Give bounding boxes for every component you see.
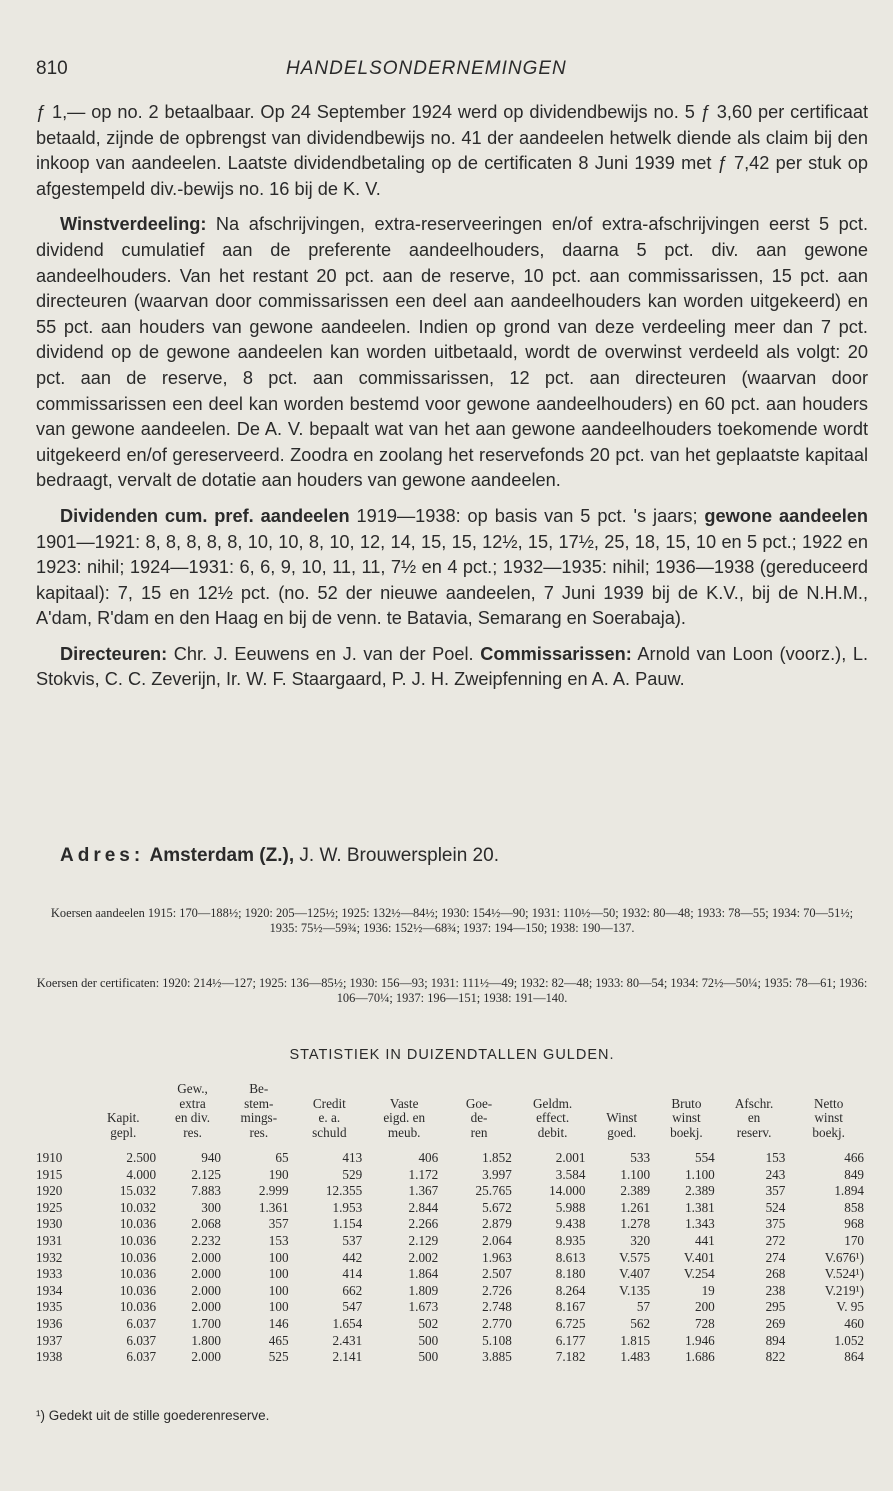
table-cell: 6.037 <box>126 1332 157 1348</box>
table-cell: 2.232 <box>191 1232 221 1248</box>
table-cell: 2.000 <box>191 1266 221 1282</box>
table-cell: 1.172 <box>408 1166 439 1182</box>
table-cell: 537 <box>342 1232 363 1248</box>
table-header-cell: Kapit. gepl. <box>106 1110 140 1140</box>
dividenden-text-1: 1919—1938: op basis van 5 pct. 's jaars; <box>349 505 705 526</box>
table-cell: 3.885 <box>482 1349 512 1365</box>
table-cell: 7.883 <box>191 1183 221 1199</box>
dividenden-text-2: 1901—1921: 8, 8, 8, 8, 8, 10, 10, 8, 10, 12, 14, 15, 15, 12½, 15, 17½, 25, 18, 15, 10 en 5 pct.; 1922 en 1923: nihil; 1924—1931: 6, 6, 9, 10, 11, 11, 7½ en 4 pct.; 1932—1935: nihil; 1936—1938 (gereduceerd kapitaal): 7, 15 en 12½ pct. (no. 52 der nieuwe aandeelen, 7 Juni 1939 bij de K.V., bij de N.H.M., A'dam, R'dam en den Haag en bij de venn. te Batavia, Semarang en Soerabaja). <box>36 531 868 629</box>
row-year: 1935 <box>36 1299 63 1315</box>
table-cell: 10.036 <box>119 1266 157 1282</box>
table-cell: 1.809 <box>408 1282 439 1298</box>
table-cell: 6.037 <box>126 1349 157 1365</box>
table-cell: 940 <box>201 1150 221 1165</box>
table-header-cell: Netto winst boekj. <box>812 1095 845 1140</box>
table-row <box>36 1316 868 1333</box>
table-cell: 295 <box>765 1299 786 1315</box>
table-cell: 822 <box>765 1349 786 1365</box>
table-cell: 5.672 <box>482 1199 512 1215</box>
table-cell: 12.355 <box>325 1183 363 1199</box>
table-cell: 6.725 <box>555 1315 586 1331</box>
table-cell: 274 <box>765 1249 786 1265</box>
commissarissen-label: Commissarissen: <box>480 643 632 664</box>
statistics-title: STATISTIEK IN DUIZENDTALLEN GULDEN. <box>289 1047 615 1063</box>
table-cell: 2.141 <box>332 1349 363 1365</box>
table-cell: 1.686 <box>685 1349 715 1365</box>
table-cell: 1.852 <box>482 1150 512 1165</box>
table-cell: 2.431 <box>332 1332 363 1348</box>
table-cell: 2.389 <box>685 1183 715 1199</box>
winstverdeeling-text: Na afschrijvingen, extra-reserveeringen en/of extra-afschrijvingen eerst 5 pct. dividend cumulatief aan de preferente aandeelhouders, daarna 5 pct. div. aan gewone aandeelhouders. Van het restant 20 pct. aan de reserve, 10 pct. aan commissarissen, 15 pct. aan directeuren (waarvan door commissarissen een deel aan aandeelhouders kan worden uitgekeerd) en 55 pct. aan houders van gewone aandeelen. Indien op grond van deze verdeeling meer dan 7 pct. dividend op de gewone aandeelen kan worden uitbetaald, wordt de overwinst verdeeld als volgt: 20 pct. aan de reserve, 8 pct. aan commissarissen, 12 pct. aan directeuren (waarvan door commissarissen een deel kan worden bestemd voor gewone aandeelhouders) en 60 pct. aan houders van gewone aandeelen. De A. V. bepaalt wat van het aan gewone aandeelhouders toekomende wordt uitgekeerd en/of gereserveerd. Zoodra en zoolang het reservefonds 20 pct. van het geplaatste kapitaal bedraagt, vervalt de dotatie aan houders van gewone aandeelen. <box>36 214 868 491</box>
table-row <box>36 1266 868 1283</box>
table-cell: 10.036 <box>119 1299 157 1315</box>
table-cell: 10.036 <box>119 1232 157 1248</box>
table-cell: 7.182 <box>555 1349 586 1365</box>
table-cell: 10.036 <box>119 1249 157 1265</box>
body-text <box>36 100 868 693</box>
table-header-cell: Gew., extra en div. res. <box>175 1081 211 1140</box>
table-header-cell: Vaste eigd. en meub. <box>383 1095 426 1140</box>
table-cell: 3.584 <box>555 1166 586 1182</box>
table-cell: V.254 <box>683 1266 715 1282</box>
table-cell: 2.068 <box>191 1216 221 1232</box>
table-cell: 8.167 <box>555 1299 586 1315</box>
table-cell: 200 <box>694 1299 715 1315</box>
table-cell: 1.361 <box>258 1199 289 1215</box>
table-header-cell: Geldm. effect. debit. <box>533 1095 573 1140</box>
table-cell: V.135 <box>619 1282 651 1298</box>
dividenden-label: Dividenden cum. pref. aandeelen <box>60 505 350 526</box>
table-row <box>36 1183 868 1200</box>
table-row <box>36 1283 868 1300</box>
table-cell: 1.278 <box>620 1216 651 1232</box>
table-cell: 15.032 <box>119 1183 157 1199</box>
table-cell: V.219¹) <box>824 1282 864 1298</box>
table-cell: 10.036 <box>119 1282 157 1298</box>
table-cell: 968 <box>844 1216 864 1232</box>
table-cell: 8.935 <box>555 1232 586 1248</box>
table-cell: 525 <box>268 1349 289 1365</box>
table-row <box>36 1167 868 1184</box>
paragraph-dividenden <box>36 504 868 632</box>
table-cell: 1.654 <box>332 1315 363 1331</box>
table-cell: 2.266 <box>408 1216 439 1232</box>
table-cell: 413 <box>342 1150 363 1165</box>
table-cell: 357 <box>268 1216 289 1232</box>
table-cell: 2.844 <box>408 1199 439 1215</box>
address-street: J. W. Brouwersplein 20. <box>294 845 499 866</box>
table-cell: 2.000 <box>191 1349 221 1365</box>
table-row <box>36 1150 868 1167</box>
table-cell: V.575 <box>619 1249 651 1265</box>
paragraph-dividend-history: ƒ 1,— op no. 2 betaalbaar. Op 24 September 1924 werd op dividendbewijs no. 5 ƒ 3,60 per certificaat betaald, zijnde de opbrengst van dividendbewijs no. 41 der aandeelen hetwelk diende als claim bij den inkoop van aandeelen. Laatste dividendbetaling op de certificaten 8 Juni 1939 met ƒ 7,42 per stuk op afgestempeld div.-bewijs no. 16 bij de K. V. <box>36 102 868 199</box>
table-cell: 894 <box>765 1332 786 1348</box>
table-cell: 662 <box>342 1282 363 1298</box>
table-cell: 2.770 <box>482 1315 512 1331</box>
table-cell: 8.264 <box>555 1282 586 1298</box>
table-cell: 238 <box>765 1282 786 1298</box>
table-row <box>36 1233 868 1250</box>
paragraph-directie <box>36 642 868 693</box>
table-cell: 554 <box>694 1150 715 1165</box>
table-cell: 6.177 <box>555 1332 586 1348</box>
table-cell: 1.963 <box>482 1249 512 1265</box>
table-cell: 1.953 <box>332 1199 363 1215</box>
table-cell: 2.500 <box>126 1150 157 1165</box>
table-cell: 414 <box>342 1266 363 1282</box>
table-cell: 9.438 <box>555 1216 586 1232</box>
table-cell: 1.815 <box>620 1332 651 1348</box>
address-city: Amsterdam (Z.), <box>149 845 295 866</box>
row-year: 1910 <box>36 1150 63 1165</box>
table-cell: V.401 <box>683 1249 715 1265</box>
table-cell: 2.000 <box>191 1249 221 1265</box>
table-cell: 357 <box>765 1183 786 1199</box>
table-cell: V.407 <box>619 1266 651 1282</box>
winstverdeeling-label: Winstverdeeling: <box>60 214 207 235</box>
table-cell: 1.100 <box>685 1166 715 1182</box>
table-cell: V.524¹) <box>824 1266 864 1282</box>
table-cell: 1.483 <box>620 1349 651 1365</box>
table-cell: 460 <box>844 1315 864 1331</box>
table-cell: 153 <box>765 1150 786 1165</box>
table-cell: 100 <box>268 1282 289 1298</box>
table-cell: 2.999 <box>258 1183 289 1199</box>
table-cell: 1.673 <box>408 1299 439 1315</box>
table-row <box>36 1250 868 1267</box>
table-cell: 100 <box>268 1249 289 1265</box>
table-header-cell <box>36 1082 87 1150</box>
table-cell: 2.726 <box>482 1282 512 1298</box>
table-header-cell: Bruto winst boekj. <box>670 1095 703 1140</box>
row-year: 1930 <box>36 1216 63 1232</box>
table-cell: 1.343 <box>685 1216 715 1232</box>
table-cell: 858 <box>844 1199 864 1215</box>
table-cell: 1.946 <box>685 1332 715 1348</box>
table-cell: 500 <box>418 1332 439 1348</box>
table-cell: 2.879 <box>482 1216 512 1232</box>
table-cell: 442 <box>342 1249 363 1265</box>
table-cell: 441 <box>694 1232 715 1248</box>
row-year: 1936 <box>36 1315 63 1331</box>
table-cell: 153 <box>268 1232 289 1248</box>
directeuren-label: Directeuren: <box>60 643 168 664</box>
table-cell: V.676¹) <box>824 1249 864 1265</box>
table-cell: 5.988 <box>555 1199 586 1215</box>
table-cell: 1.894 <box>834 1183 864 1199</box>
table-cell: 547 <box>342 1299 363 1315</box>
table-body <box>36 1150 868 1366</box>
table-cell: 65 <box>275 1150 289 1165</box>
table-cell: 190 <box>268 1166 289 1182</box>
row-year: 1933 <box>36 1266 63 1282</box>
table-footnote: ¹) Gedekt uit de stille goederenreserve. <box>36 1408 270 1423</box>
table-header-row <box>36 1082 868 1150</box>
table-cell: 728 <box>694 1315 715 1331</box>
table-cell: 14.000 <box>549 1183 586 1199</box>
table-cell: 268 <box>765 1266 786 1282</box>
table-cell: 8.613 <box>555 1249 586 1265</box>
table-cell: 2.000 <box>191 1282 221 1298</box>
table-cell: 375 <box>765 1216 786 1232</box>
table-cell: 100 <box>268 1299 289 1315</box>
table-cell: 5.108 <box>482 1332 512 1348</box>
address-label: Adres: <box>60 845 145 866</box>
address-line <box>60 845 499 867</box>
table-cell: 2.002 <box>408 1249 439 1265</box>
page-number: 810 <box>36 58 68 79</box>
table-header-cell: Afschr. en reserv. <box>734 1095 774 1140</box>
table-cell: 2.000 <box>191 1299 221 1315</box>
table-cell: 2.001 <box>555 1150 586 1165</box>
table-cell: 57 <box>636 1299 651 1315</box>
table-cell: 2.507 <box>482 1266 512 1282</box>
gewone-aandeelen-label: gewone aandeelen <box>704 505 868 526</box>
table-cell: 1.700 <box>191 1315 221 1331</box>
table-cell: 864 <box>844 1349 864 1365</box>
table-cell: 533 <box>630 1150 651 1165</box>
table-header-cell: Winst goed. <box>606 1110 638 1140</box>
row-year: 1915 <box>36 1166 63 1182</box>
table-cell: 243 <box>765 1166 786 1182</box>
table-cell: 562 <box>630 1315 651 1331</box>
koersen-aandeelen: Koersen aandeelen 1915: 170—188½; 1920: 205—125½; 1925: 132½—84½; 1930: 154½—90; 1931: 110½—50; 1932: 80—48; 1933: 78—55; 1934: 70—51½; 1935: 75½—59¾; 1936: 152½—68¾; 1937: 194—150; 1938: 190—137. <box>50 906 854 935</box>
row-year: 1920 <box>36 1183 63 1199</box>
table-row <box>36 1216 868 1233</box>
row-year: 1934 <box>36 1282 63 1298</box>
table-cell: 849 <box>844 1166 864 1182</box>
table-cell: 1.100 <box>620 1166 651 1182</box>
row-year: 1925 <box>36 1199 63 1215</box>
table-cell: V. 95 <box>836 1299 864 1315</box>
commissarissen-text: Arnold van Loon (voorz.), L. Stokvis, C. C. Zeverijn, Ir. W. F. Staargaard, P. J. H. Zweipfenning en A. A. Pauw. <box>36 643 868 690</box>
table-header-cell: Goe- de- ren <box>465 1095 493 1140</box>
table-cell: 2.389 <box>620 1183 651 1199</box>
table-row <box>36 1349 868 1366</box>
table-header-cell: Be- stem- mings- res. <box>240 1081 278 1140</box>
table-cell: 10.032 <box>119 1199 157 1215</box>
table-cell: 529 <box>342 1166 363 1182</box>
table-cell: 406 <box>418 1150 439 1165</box>
table-cell: 1.864 <box>408 1266 439 1282</box>
table-row <box>36 1299 868 1316</box>
table-cell: 1.381 <box>685 1199 715 1215</box>
table-cell: 19 <box>701 1282 715 1298</box>
table-cell: 500 <box>418 1349 439 1365</box>
table-cell: 320 <box>630 1232 651 1248</box>
table-cell: 1.261 <box>620 1199 651 1215</box>
table-cell: 2.748 <box>482 1299 512 1315</box>
paragraph-winstverdeeling <box>36 212 868 494</box>
table-header-cell: Credit e. a. schuld <box>312 1095 347 1140</box>
table-cell: 2.129 <box>408 1232 439 1248</box>
table-cell: 2.064 <box>482 1232 512 1248</box>
row-year: 1938 <box>36 1349 63 1365</box>
koersen-certificaten: Koersen der certificaten: 1920: 214½—127; 1925: 136—85½; 1930: 156—93; 1931: 111½—49; 1932: 82—48; 1933: 80—54; 1934: 72½—50¼; 1935: 78—61; 1936: 106—70¼; 1937: 196—151; 1938: 191—140. <box>36 976 868 1005</box>
table-cell: 1.367 <box>408 1183 439 1199</box>
table-cell: 272 <box>765 1232 786 1248</box>
table-cell: 4.000 <box>126 1166 157 1182</box>
table-cell: 502 <box>418 1315 439 1331</box>
table-cell: 2.125 <box>191 1166 221 1182</box>
table-cell: 524 <box>765 1199 786 1215</box>
table-cell: 1.800 <box>191 1332 221 1348</box>
table-row <box>36 1333 868 1350</box>
table-cell: 466 <box>844 1150 864 1165</box>
table-cell: 146 <box>268 1315 289 1331</box>
table-row <box>36 1200 868 1217</box>
table-cell: 1.154 <box>332 1216 363 1232</box>
statistics-table <box>36 1082 868 1366</box>
table-cell: 3.997 <box>482 1166 512 1182</box>
table-cell: 269 <box>765 1315 786 1331</box>
running-title: HANDELSONDERNEMINGEN <box>286 58 567 79</box>
table-cell: 10.036 <box>119 1216 157 1232</box>
table-cell: 465 <box>268 1332 289 1348</box>
table-cell: 25.765 <box>475 1183 512 1199</box>
table-cell: 300 <box>201 1199 221 1215</box>
table-cell: 170 <box>844 1232 864 1248</box>
row-year: 1932 <box>36 1249 63 1265</box>
table-cell: 6.037 <box>126 1315 157 1331</box>
directeuren-text: Chr. J. Eeuwens en J. van der Poel. <box>167 643 481 664</box>
table-cell: 1.052 <box>834 1332 864 1348</box>
table-cell: 8.180 <box>555 1266 586 1282</box>
row-year: 1931 <box>36 1232 63 1248</box>
row-year: 1937 <box>36 1332 63 1348</box>
table-cell: 100 <box>268 1266 289 1282</box>
